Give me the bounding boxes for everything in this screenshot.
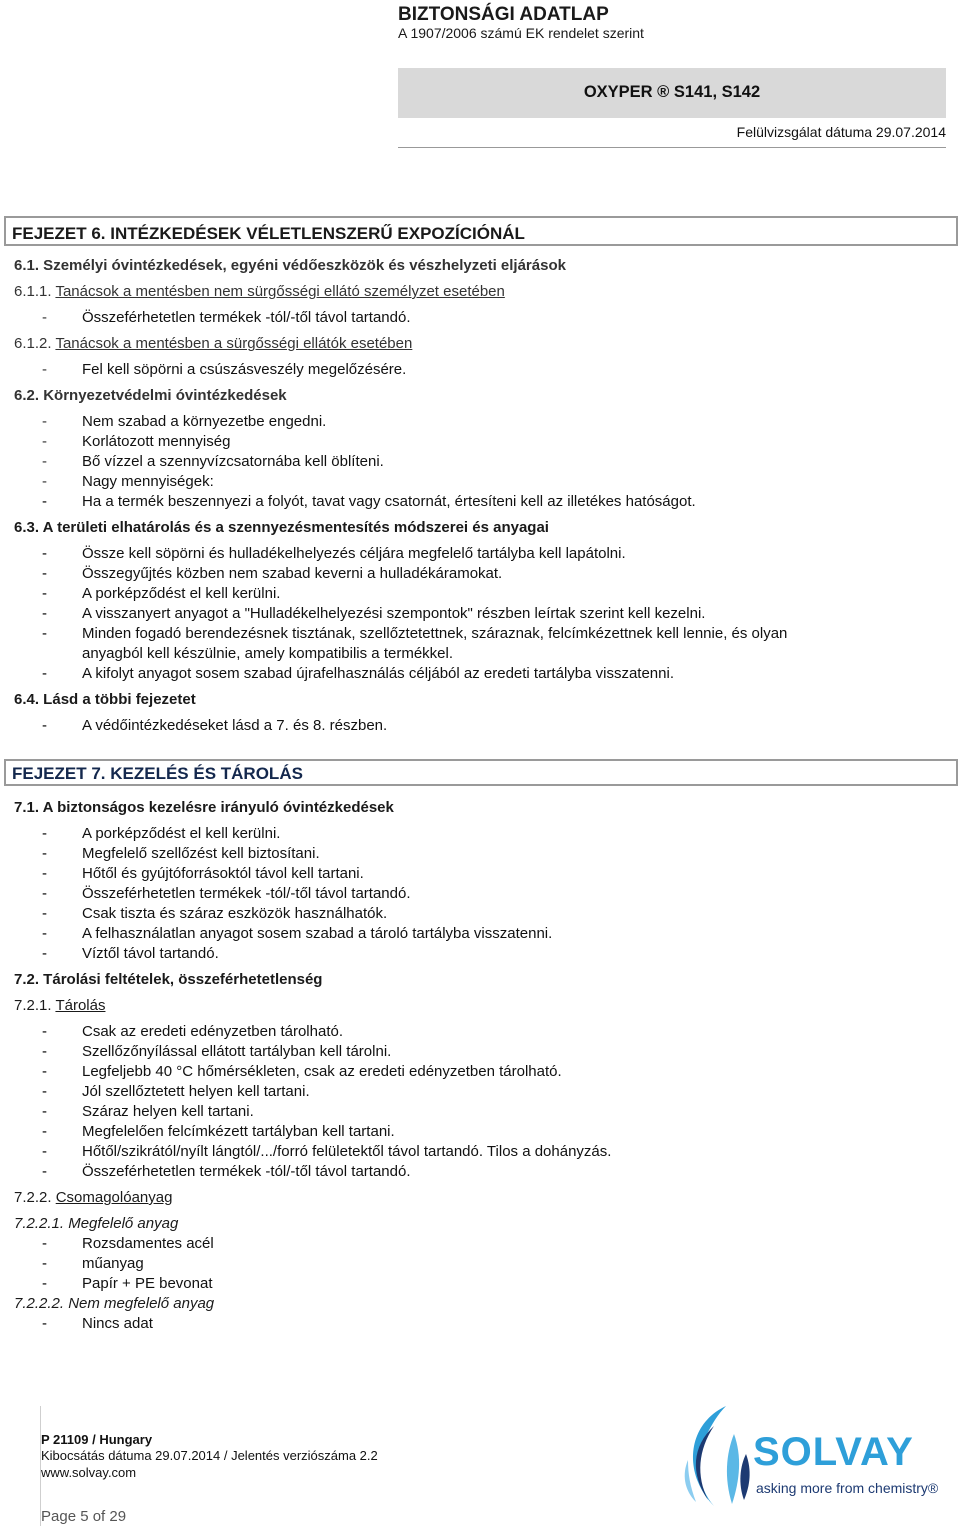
section-6-1-1-title: Tanácsok a mentésben nem sürgősségi ellátó személyzet esetében — [55, 283, 505, 300]
bullet-dash: - — [42, 905, 47, 922]
section-6-1-2-title: Tanácsok a mentésben a sürgősségi ellátók esetében — [55, 335, 413, 352]
list-item: Össze kell söpörni és hulladékelhelyezés céljára megfelelő tartályba kell lapátolni. — [82, 545, 626, 562]
chapter-7-box — [4, 759, 958, 786]
bullet-dash: - — [42, 1235, 47, 1252]
product-name: OXYPER ® S141, S142 — [583, 83, 761, 101]
section-7-2-2-1-heading — [14, 1215, 178, 1232]
list-item: Szellőzőnyílással ellátott tartályban kell tárolni. — [82, 1043, 392, 1060]
bullet-dash: - — [42, 545, 47, 562]
section-6-1-1-heading — [14, 283, 505, 300]
section-6-2-title: Környezetvédelmi óvintézkedések — [43, 387, 287, 404]
bullet-dash: - — [42, 453, 47, 470]
section-7-2-title: 7.2. Tárolási feltételek, összeférhetetlenség — [14, 971, 323, 988]
bullet-dash: - — [42, 665, 47, 682]
regulation-subtitle: A 1907/2006 számú EK rendelet szerint — [398, 25, 644, 41]
section-number: 6.1.2. — [14, 335, 52, 352]
bullet-dash: - — [42, 825, 47, 842]
bullet-dash: - — [42, 1103, 47, 1120]
list-item: Csak tiszta és száraz eszközök használhatók. — [82, 905, 388, 922]
list-item-continuation: anyagból kell készülnie, amely kompatibilis a termékkel. — [82, 645, 454, 662]
section-7-2-1-title: Tárolás — [55, 997, 106, 1014]
section-number: 7.2.2. — [14, 1189, 52, 1206]
product-box — [398, 68, 946, 118]
bullet-dash: - — [42, 433, 47, 450]
website-link[interactable]: www.solvay.com — [41, 1465, 137, 1480]
section-6-2-heading — [14, 387, 287, 404]
revision-date: Felülvizsgálat dátuma 29.07.2014 — [736, 124, 946, 140]
list-item: Összeférhetetlen termékek -tól/-től távol tartandó. — [82, 885, 411, 902]
list-item: Nem szabad a környezetbe engedni. — [82, 413, 327, 430]
solvay-logo-text: SOLVAY — [753, 1430, 914, 1474]
bullet-dash: - — [42, 1043, 47, 1060]
bullet-dash: - — [42, 1063, 47, 1080]
bullet-dash: - — [42, 1163, 47, 1180]
list-item: A porképződést el kell kerülni. — [82, 585, 281, 602]
bullet-dash: - — [42, 361, 47, 378]
section-6-4-title: 6.4. Lásd a többi fejezetet — [14, 691, 196, 708]
section-7-2-1-heading — [14, 997, 105, 1014]
list-item: Papír + PE bevonat — [82, 1275, 213, 1292]
section-number: 6.2. — [14, 387, 40, 404]
solvay-slogan: asking more from chemistry® — [756, 1480, 939, 1496]
list-item: Nincs adat — [82, 1315, 153, 1332]
bullet-dash: - — [42, 925, 47, 942]
bullet-dash: - — [42, 1123, 47, 1140]
chapter-6-title: FEJEZET 6. INTÉZKEDÉSEK VÉLETLENSZERŰ EXPOZÍCIÓNÁL — [12, 224, 525, 243]
product-code: P 21109 / Hungary — [41, 1432, 153, 1447]
bullet-dash: - — [42, 473, 47, 490]
list-item: Megfelelő szellőzést kell biztosítani. — [82, 845, 320, 862]
section-7-2-2-2-title: Nem megfelelő anyag — [68, 1295, 215, 1312]
list-item: Rozsdamentes acél — [82, 1235, 214, 1252]
section-number: 7.2.2.2. — [14, 1295, 65, 1312]
list-item: Hőtől és gyújtóforrásoktól távol kell tartani. — [82, 865, 364, 882]
bullet-dash: - — [42, 309, 47, 326]
list-item: Jól szellőztetett helyen kell tartani. — [82, 1083, 310, 1100]
bullet-dash: - — [42, 1275, 47, 1292]
bullet-dash: - — [42, 493, 47, 510]
section-7-2-2-heading — [14, 1189, 172, 1206]
chapter-6-box — [4, 216, 958, 246]
section-6-3-title: 6.3. A területi elhatárolás és a szennyezésmentesítés módszerei és anyagai — [14, 519, 549, 536]
list-item: műanyag — [82, 1255, 144, 1272]
header-divider — [398, 147, 946, 148]
list-item: Minden fogadó berendezésnek tisztának, szellőztetettnek, száraznak, felcímkézettnek kell lennie, és olyan — [82, 625, 788, 642]
bullet-dash: - — [42, 585, 47, 602]
list-item: Víztől távol tartandó. — [82, 945, 219, 962]
section-7-1-title: 7.1. A biztonságos kezelésre irányuló óvintézkedések — [14, 799, 394, 816]
list-item: Összegyűjtés közben nem szabad keverni a hulladékáramokat. — [82, 565, 503, 582]
bullet-dash: - — [42, 865, 47, 882]
bullet-dash: - — [42, 717, 47, 734]
bullet-dash: - — [42, 1255, 47, 1272]
list-item: Megfelelően felcímkézett tartályban kell tartani. — [82, 1123, 395, 1140]
section-7-2-2-2-heading — [14, 1295, 214, 1312]
bullet-dash: - — [42, 885, 47, 902]
chapter-7-title: FEJEZET 7. KEZELÉS ÉS TÁROLÁS — [12, 764, 303, 783]
bullet-dash: - — [42, 1143, 47, 1160]
list-item: A védőintézkedéseket lásd a 7. és 8. részben. — [82, 717, 388, 734]
section-7-2-2-1-title: Megfelelő anyag — [68, 1215, 179, 1232]
bullet-dash: - — [42, 1023, 47, 1040]
list-item: A porképződést el kell kerülni. — [82, 825, 281, 842]
solvay-logo-icon — [668, 1404, 754, 1508]
list-item: Ha a termék beszennyezi a folyót, tavat vagy csatornát, értesíteni kell az illetékes hatóságot. — [82, 493, 696, 510]
list-item: Bő vízzel a szennyvízcsatornába kell öblíteni. — [82, 453, 384, 470]
section-number: 7.2.1. — [14, 997, 52, 1014]
list-item: Legfeljebb 40 °C hőmérsékleten, csak az eredeti edényzetben tárolható. — [82, 1063, 562, 1080]
bullet-dash: - — [42, 1083, 47, 1100]
list-item: Korlátozott mennyiség — [82, 433, 231, 450]
bullet-dash: - — [42, 945, 47, 962]
issue-info: Kibocsátás dátuma 29.07.2014 / Jelentés verziószáma 2.2 — [41, 1448, 378, 1463]
list-item: A felhasználatlan anyagot sosem szabad a tároló tartályba visszatenni. — [82, 925, 553, 942]
bullet-dash: - — [42, 605, 47, 622]
section-7-2-2-title: Csomagolóanyag — [55, 1189, 173, 1206]
list-item: A visszanyert anyagot a "Hulladékelhelyezési szempontok" részben leírtak szerint kell kezelni. — [82, 605, 706, 622]
list-item: Száraz helyen kell tartani. — [82, 1103, 254, 1120]
list-item: Összeférhetetlen termékek -tól/-től távol tartandó. — [82, 1163, 411, 1180]
list-item: Hőtől/szikrától/nyílt lángtól/.../forró felületektől távol tartandó. Tilos a dohányzás. — [82, 1143, 612, 1160]
section-6-1-title: 6.1. Személyi óvintézkedések, egyéni védőeszközök és vészhelyzeti eljárások — [14, 257, 566, 274]
list-item: Csak az eredeti edényzetben tárolható. — [82, 1023, 343, 1040]
document-title: BIZTONSÁGI ADATLAP — [398, 4, 609, 25]
bullet-dash: - — [42, 625, 47, 642]
list-item: A kifolyt anyagot sosem szabad újrafelhasználás céljából az eredeti tartályba visszatenni. — [82, 665, 674, 682]
list-item: Összeférhetetlen termékek -tól/-től távol tartandó. — [82, 309, 411, 326]
bullet-dash: - — [42, 1315, 47, 1332]
page-number: Page 5 of 29 — [41, 1508, 127, 1525]
list-item: Fel kell söpörni a csúszásveszély megelőzésére. — [82, 361, 407, 378]
section-number: 7.2.2.1. — [14, 1215, 65, 1232]
bullet-dash: - — [42, 845, 47, 862]
section-number: 6.1.1. — [14, 283, 52, 300]
section-6-1-2-heading — [14, 335, 412, 352]
bullet-dash: - — [42, 413, 47, 430]
list-item: Nagy mennyiségek: — [82, 473, 214, 490]
bullet-dash: - — [42, 565, 47, 582]
